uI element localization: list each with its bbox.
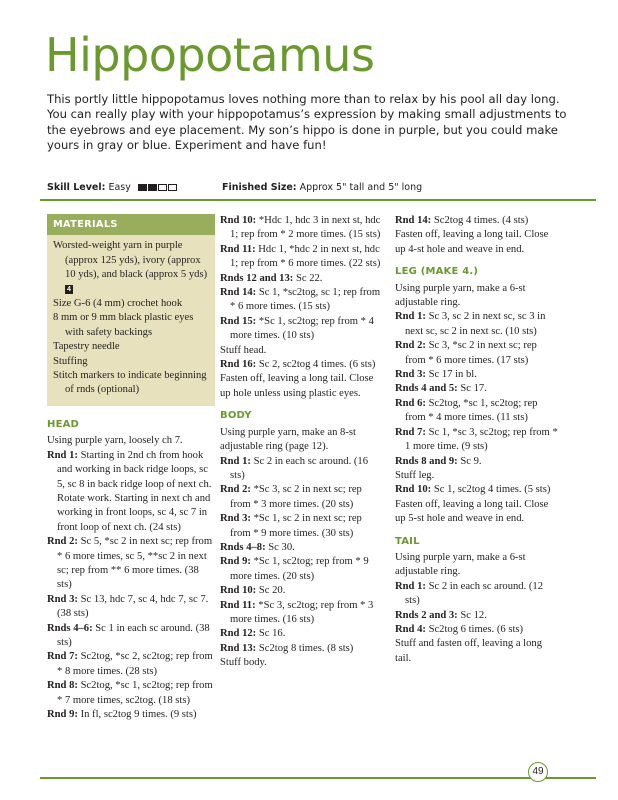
materials-item: Worsted-weight yarn in purple (approx 125 yds), ivory (approx 10 yds), and black (approx 5 yds) 4	[53, 240, 208, 293]
pattern-row: Rnd 9: *Sc 1, sc2tog; rep from * 9 more times. (20 sts)	[220, 556, 369, 582]
skill-level	[47, 182, 178, 194]
pattern-row: Rnd 6: Sc2tog, *sc 1, sc2tog; rep from * 4 more times. (11 sts)	[395, 397, 538, 424]
pattern-row: Rnds 2 and 3: Sc 12.	[395, 609, 487, 621]
size-label: Finished Size:	[222, 182, 297, 193]
column-3	[395, 214, 560, 666]
pattern-row: Rnd 14: Sc2tog 4 times. (4 sts)	[395, 215, 529, 226]
skill-label: Skill Level:	[47, 182, 106, 193]
materials-item: Stuffing	[53, 355, 88, 367]
pattern-row: Rnd 7: Sc 1, *sc 3, sc2tog; rep from * 1 more time. (9 sts)	[395, 426, 558, 453]
page-title: Hippopotamus	[45, 28, 375, 82]
pattern-row: Rnd 13: Sc2tog 8 times. (8 sts)	[220, 642, 354, 654]
pattern-row: Rnd 8: Sc2tog, *sc 1, sc2tog; rep from * 7 more times, sc2tog. (18 sts)	[47, 680, 213, 706]
pattern-row: Rnd 3: *Sc 1, sc 2 in next sc; rep from * 9 more times. (30 sts)	[220, 513, 362, 539]
materials-item: Tapestry needle	[53, 341, 120, 353]
column-1	[47, 214, 215, 722]
leg-intro: Using purple yarn, make a 6-st adjustable ring.	[395, 282, 526, 309]
tail-heading: TAIL	[395, 535, 420, 547]
skill-meter-icon	[138, 183, 178, 194]
pattern-row: Rnds 8 and 9: Sc 9.	[395, 455, 482, 467]
pattern-row: Rnd 1: Sc 3, sc 2 in next sc, sc 3 in next sc, sc 2 in next sc. (10 sts)	[395, 311, 546, 337]
pattern-row: Rnd 15: *Sc 1, sc2tog; rep from * 4 more times. (10 sts)	[220, 315, 374, 342]
page-number: 49	[528, 762, 548, 782]
materials-item: Stitch markers to indicate beginning of rnds (optional)	[53, 370, 207, 396]
pattern-row: Rnd 7: Sc2tog, *sc 2, sc2tog; rep from * 8 more times. (28 sts)	[47, 651, 213, 677]
stuff-head-note: Stuff head.	[220, 344, 267, 356]
finished-size	[222, 182, 422, 193]
stuff-leg-note: Stuff leg.	[395, 469, 435, 481]
intro-paragraph: This portly little hippopotamus loves nothing more than to relax by his pool all day long. You can really play with your hippopotamus’s expression by making small adjustments to the eyebrows and eye placement. My son’s hippo is done in purple, but you could make yours in gray or blue. Experiment and have fun!	[47, 92, 567, 153]
skill-meter-block	[138, 184, 147, 191]
skill-meter-block	[148, 184, 157, 191]
pattern-row: Rnd 11: Hdc 1, *hdc 2 in next st, hdc 1; rep from * 6 more times. (22 sts)	[220, 243, 381, 270]
body-heading: BODY	[220, 410, 252, 422]
pattern-row: Rnd 2: Sc 5, *sc 2 in next sc; rep from * 6 more times, sc 5, **sc 2 in next sc; rep from ** 6 more times. (38 sts)	[47, 536, 213, 591]
skill-meter-block	[158, 184, 167, 191]
materials-item: Size G-6 (4 mm) crochet hook	[53, 298, 183, 310]
pattern-row: Rnds 12 and 13: Sc 22.	[220, 272, 323, 284]
yarn-weight-icon: 4	[67, 285, 71, 293]
bottom-divider	[40, 777, 596, 779]
pattern-row: Rnd 1: Sc 2 in each sc around. (16 sts)	[220, 455, 369, 481]
head-heading: HEAD	[47, 418, 80, 430]
top-divider	[40, 199, 596, 201]
size-value: Approx 5" tall and 5" long	[299, 182, 423, 193]
fasten-off-note: Fasten off, leaving a long tail. Close up 5-st hole and weave in end.	[395, 498, 549, 525]
pattern-row: Rnd 10: *Hdc 1, hdc 3 in next st, hdc 1; rep from * 2 more times. (15 sts)	[220, 215, 381, 241]
stuff-body-note: Stuff body.	[220, 657, 267, 669]
pattern-row: Rnd 4: Sc2tog 6 times. (6 sts)	[395, 623, 524, 635]
pattern-row: Rnds 4 and 5: Sc 17.	[395, 383, 487, 395]
pattern-row: Rnds 4–8: Sc 30.	[220, 541, 295, 553]
pattern-row: Rnd 10: Sc 20.	[220, 585, 286, 597]
skill-value: Easy	[108, 182, 131, 193]
tail-intro: Using purple yarn, make a 6-st adjustable ring.	[395, 551, 526, 578]
pattern-row: Rnd 16: Sc 2, sc2tog 4 times. (6 sts)	[220, 359, 376, 371]
pattern-row: Rnds 4–6: Sc 1 in each sc around. (38 sts)	[47, 622, 210, 648]
skill-meter-block	[168, 184, 177, 191]
pattern-row: Rnd 3: Sc 17 in bl.	[395, 369, 477, 381]
leg-heading: LEG (MAKE 4.)	[395, 266, 479, 278]
pattern-row: Rnd 10: Sc 1, sc2tog 4 times. (5 sts)	[395, 484, 551, 496]
pattern-row: Rnd 12: Sc 16.	[220, 628, 286, 640]
pattern-row: Rnd 11: *Sc 3, sc2tog; rep from * 3 more times. (16 sts)	[220, 599, 374, 625]
pattern-row: Rnd 14: Sc 1, *sc2tog, sc 1; rep from * 6 more times. (15 sts)	[220, 287, 381, 313]
materials-box	[47, 214, 215, 406]
pattern-row: Rnd 2: Sc 3, *sc 2 in next sc; rep from * 6 more times. (17 sts)	[395, 340, 537, 366]
pattern-row: Rnd 2: *Sc 3, sc 2 in next sc; rep from * 3 more times. (20 sts)	[220, 484, 362, 510]
materials-item: 8 mm or 9 mm black plastic eyes with safety backings	[53, 312, 194, 338]
fasten-off-note: Fasten off, leaving a long tail. Close up hole unless using plastic eyes.	[220, 373, 374, 399]
tail-outro: Stuff and fasten off, leaving a long tail.	[395, 638, 543, 664]
body-intro: Using purple yarn, make an 8-st adjustable ring (page 12).	[220, 426, 356, 453]
pattern-row: Rnd 3: Sc 13, hdc 7, sc 4, hdc 7, sc 7. (38 sts)	[47, 593, 209, 620]
fasten-off-note: Fasten off, leaving a long tail. Close up 4-st hole and weave in end.	[395, 229, 549, 255]
column-2	[220, 214, 385, 671]
pattern-row: Rnd 1: Starting in 2nd ch from hook and working in back ridge loops, sc 5, sc 8 in back ridge loop of next ch. Rotate work. Starting in next ch and working in front loops, sc 4, sc 7 in front loop of next ch. (24 sts)	[47, 449, 212, 533]
pattern-row: Rnd 9: In fl, sc2tog 9 times. (9 sts)	[47, 709, 197, 720]
pattern-row: Rnd 1: Sc 2 in each sc around. (12 sts)	[395, 580, 544, 607]
head-intro: Using purple yarn, loosely ch 7.	[47, 435, 183, 447]
materials-heading: MATERIALS	[47, 214, 215, 235]
